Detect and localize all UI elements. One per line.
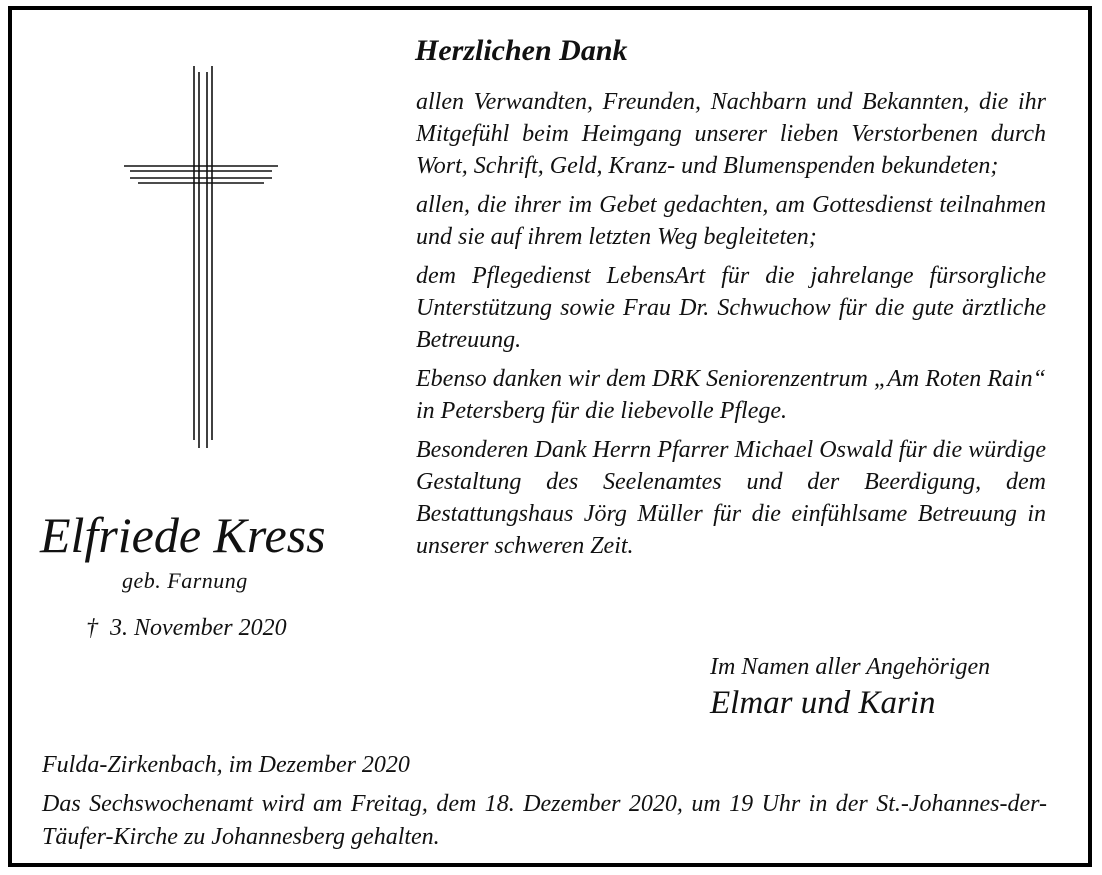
thanks-heading: Herzlichen Dank [415, 34, 628, 67]
signature-intro: Im Namen aller Angehörigen [710, 654, 991, 680]
place-date: Fulda-Zirkenbach, im Dezember 2020 [42, 752, 410, 778]
thanks-paragraph: dem Pflegedienst LebensArt für die jahrelange fürsorgliche Unterstützung sowie Frau Dr. Schwuchow für die gute ärztliche Betreuung. [416, 263, 1046, 353]
thanks-text [416, 86, 1046, 569]
death-date [86, 615, 287, 642]
thanks-paragraph: allen, die ihrer im Gebet gedachten, am Gottesdienst teilnahmen und sie auf ihrem letzten Weg begleiteten; [416, 192, 1046, 250]
thanks-paragraph: allen Verwandten, Freunden, Nachbarn und Bekannten, die ihr Mitgefühl beim Heimgang unserer lieben Verstorbenen durch Wort, Schrift, Geld, Kranz- und Blumenspenden bekundeten; [416, 89, 1046, 179]
thanks-paragraph: Ebenso danken wir dem DRK Seniorenzentrum „Am Roten Rain“ in Petersberg für die liebevolle Pflege. [416, 366, 1046, 424]
signature-names: Elmar und Karin [710, 685, 936, 721]
memorial-service-note: Das Sechswochenamt wird am Freitag, dem 18. Dezember 2020, um 19 Uhr in der St.-Johannes-der-Täufer-Kirche zu Johannesberg gehalten. [42, 791, 1047, 850]
thanks-paragraph: Besonderen Dank Herrn Pfarrer Michael Oswald für die würdige Gestaltung des Seelenamtes und der Beerdigung, dem Bestattungshaus Jörg Müller für die einfühlsame Betreuung in unserer schweren Zeit. [416, 437, 1046, 559]
dagger-icon: † [86, 615, 98, 641]
cross-icon [118, 62, 283, 454]
death-date-text: 3. November 2020 [110, 615, 287, 641]
deceased-name: Elfriede Kress [40, 507, 326, 563]
birth-name: geb. Farnung [122, 568, 248, 593]
